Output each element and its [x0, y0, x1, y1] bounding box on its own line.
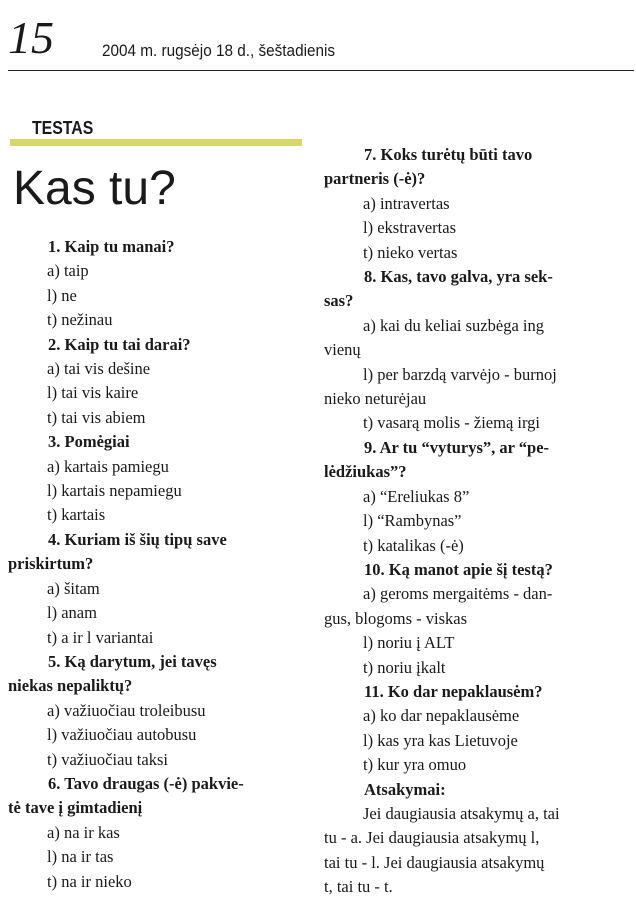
answer-option: t) na ir nieko — [47, 871, 132, 891]
answer-option: vienų — [324, 340, 361, 360]
answer-option: t) kur yra omuo — [363, 755, 467, 775]
question-title: 6. Tavo draugas (-ė) pakvie- — [48, 773, 244, 793]
answer-option: a) kartais pamiegu — [47, 456, 169, 476]
answer-option: t) nieko vertas — [363, 242, 458, 262]
answer-option: a) taip — [47, 261, 89, 281]
question-title: 10. Ką manot apie šį testą? — [364, 559, 553, 579]
question-title: niekas nepaliktų? — [8, 676, 133, 696]
question-title: 2. Kaip tu tai darai? — [48, 334, 191, 354]
question-title: 3. Pomėgiai — [48, 432, 130, 452]
answer-option: a) ko dar nepaklausėme — [363, 706, 520, 726]
question-title: tė tave į gimtadienį — [8, 798, 143, 818]
question-title: partneris (-ė)? — [324, 169, 426, 189]
answer-option: gus, blogoms - viskas — [324, 608, 468, 628]
answers-heading: Atsakymai: — [364, 779, 446, 799]
answer-option: a) tai vis dešine — [47, 359, 151, 379]
answer-option: t) kartais — [47, 505, 106, 525]
answer-option: l) kartais nepamiegu — [47, 481, 182, 501]
question-title: sas? — [324, 291, 354, 311]
answer-option: t) katalikas (-ė) — [363, 535, 464, 555]
column-left — [8, 235, 300, 894]
answer-option: a) na ir kas — [47, 822, 120, 842]
answers-text: tu - a. Jei daugiausia atsakymų l, — [324, 828, 540, 848]
answer-option: t) nežinau — [47, 310, 113, 330]
page-number: 15 — [8, 12, 54, 63]
answer-option: a) geroms mergaitėms - dan- — [363, 584, 553, 604]
top-rule — [8, 70, 634, 71]
answer-option: l) na ir tas — [47, 847, 114, 867]
answer-option: l) kas yra kas Lietuvoje — [363, 730, 518, 750]
section-bar — [10, 139, 302, 146]
answer-option: a) kai du keliai suzbėga ing — [363, 315, 544, 335]
answer-option: a) šitam — [47, 578, 100, 598]
question-title: 1. Kaip tu manai? — [48, 237, 175, 256]
answer-option: a) “Ereliukas 8” — [363, 486, 470, 506]
question-title: 11. Ko dar nepaklausėm? — [364, 681, 543, 701]
answer-option: t) tai vis abiem — [47, 407, 146, 427]
answer-option: l) anam — [47, 603, 97, 623]
question-title: lėdžiukas”? — [324, 462, 407, 482]
article-title: Kas tu? — [13, 162, 176, 215]
question-title: priskirtum? — [8, 554, 94, 574]
question-title: 5. Ką darytum, jei tavęs — [48, 651, 217, 671]
answer-option: l) noriu į ALT — [363, 633, 455, 653]
section-label: TESTAS — [32, 118, 94, 138]
answer-option: t) vasarą molis - žiemą irgi — [363, 413, 541, 433]
question-title: 8. Kas, tavo galva, yra sek- — [364, 267, 553, 287]
answers-text: tai tu - l. Jei daugiausia atsakymų — [324, 852, 545, 872]
answer-option: l) važiuočiau autobusu — [47, 725, 197, 745]
question-title: 7. Koks turėtų būti tavo — [364, 145, 533, 164]
answer-option: l) “Rambynas” — [363, 511, 462, 531]
answer-option: l) ne — [47, 285, 77, 305]
answer-option: t) noriu įkalt — [363, 657, 446, 677]
column-right — [324, 143, 622, 900]
answer-option: nieko neturėjau — [324, 389, 427, 409]
answer-option: l) tai vis kaire — [47, 383, 139, 403]
answer-option: l) ekstravertas — [363, 218, 456, 238]
answer-option: t) a ir l variantai — [47, 627, 154, 647]
answer-option: a) važiuočiau troleibusu — [47, 700, 206, 720]
answers-text: Jei daugiausia atsakymų a, tai — [363, 803, 560, 823]
question-title: 4. Kuriam iš šių tipų save — [48, 529, 227, 549]
answer-option: l) per barzdą varvėjo - burnoj — [363, 364, 557, 384]
question-title: 9. Ar tu “vyturys”, ar “pe- — [364, 437, 550, 457]
answers-text: t, tai tu - t. — [324, 877, 393, 897]
answer-option: a) intravertas — [363, 193, 450, 213]
answer-option: t) važiuočiau taksi — [47, 749, 168, 769]
date-line: 2004 m. rugsėjo 18 d., šeštadienis — [102, 41, 336, 60]
